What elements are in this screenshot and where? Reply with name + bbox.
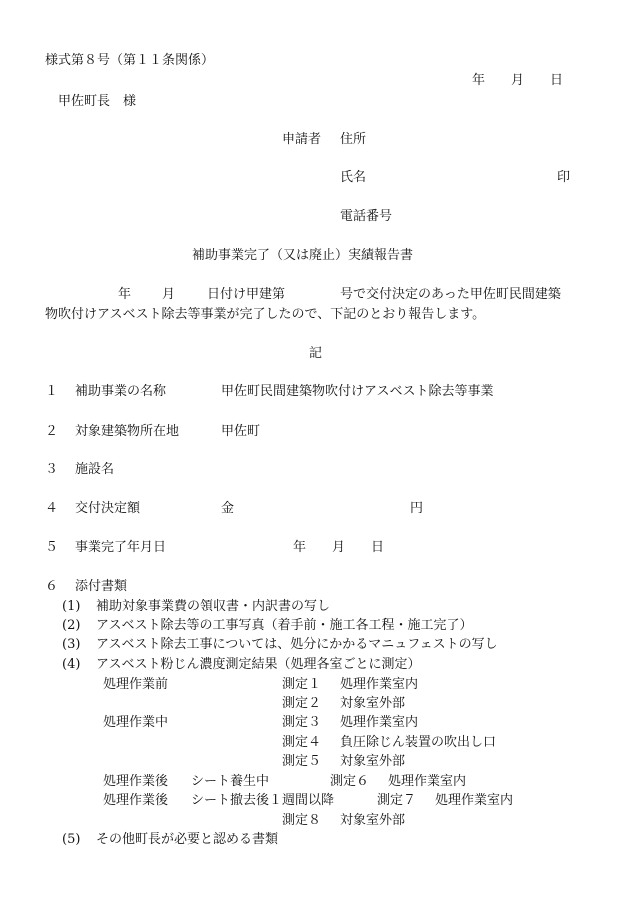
attachment2-number: (2)	[62, 618, 81, 633]
phone-label: 電話番号	[340, 209, 393, 224]
item2-value: 甲佐町	[221, 424, 261, 439]
attachment3-number: (3)	[62, 637, 81, 652]
item5-date: 年 月 日	[293, 540, 385, 555]
form-number: 様式第８号（第１１条関係）	[45, 53, 215, 68]
measure-8: 測定８	[282, 813, 322, 828]
measure-2: 測定２	[282, 696, 322, 711]
item3-number: ３	[45, 462, 59, 477]
measure-3-place: 処理作業室内	[340, 715, 419, 730]
addressee: 甲佐町長 様	[58, 94, 137, 109]
item3-label: 施設名	[75, 462, 115, 477]
applicant-label: 申請者	[282, 132, 322, 147]
measure-before-label: 処理作業前	[103, 677, 169, 692]
measure-5-place: 対象室外部	[340, 754, 406, 769]
measure-4-place: 負圧除じん装置の吹出し口	[340, 735, 497, 750]
address-label: 住所	[340, 132, 367, 147]
measure-after2-label: 処理作業後	[103, 793, 169, 808]
item1-number: １	[45, 384, 59, 399]
measure-1-place: 処理作業室内	[340, 677, 419, 692]
measure-2-place: 対象室外部	[340, 696, 406, 711]
measure-1: 測定１	[282, 677, 322, 692]
measure-after1-label: 処理作業後	[103, 774, 169, 789]
intro-year: 年	[118, 287, 132, 302]
item2-number: ２	[45, 424, 59, 439]
seal-mark: 印	[557, 170, 571, 185]
item4-kin: 金	[221, 501, 235, 516]
intro-ref-suffix: 号で交付決定のあった甲佐町民間建築	[340, 287, 561, 302]
intro-line-2: 物吹付けアスベスト除去等事業が完了したので、下記のとおり報告します。	[45, 307, 486, 322]
attachment2-text: アスベスト除去等の工事写真（着手前・施工各工程・施工完了）	[96, 618, 473, 633]
item4-number: ４	[45, 501, 59, 516]
item5-label: 事業完了年月日	[75, 540, 167, 555]
item2-label: 対象建築物所在地	[75, 424, 180, 439]
attachment1-text: 補助対象事業費の領収書・内訳書の写し	[96, 599, 331, 614]
name-label: 氏名	[340, 170, 367, 185]
measure-7: 測定７	[377, 793, 417, 808]
measure-after2-condition: シート撤去後１週間以降	[191, 793, 335, 808]
report-date-line: 年 月 日	[472, 73, 564, 88]
item1-value: 甲佐町民間建築物吹付けアスベスト除去等事業	[221, 384, 494, 399]
item4-yen: 円	[410, 501, 424, 516]
attachment4-text: アスベスト粉じん濃度測定結果（処理各室ごとに測定）	[96, 657, 421, 672]
measure-8-place: 対象室外部	[340, 813, 406, 828]
attachment5-number: (5)	[62, 832, 81, 847]
measure-5: 測定５	[282, 754, 322, 769]
item1-label: 補助事業の名称	[75, 384, 167, 399]
attachment5-text: その他町長が必要と認める書類	[96, 832, 279, 847]
attachment3-text: アスベスト除去工事については、処分にかかるマニュフェストの写し	[96, 637, 498, 652]
measure-4: 測定４	[282, 735, 322, 750]
measure-3: 測定３	[282, 715, 322, 730]
measure-after1-condition: シート養生中	[191, 774, 270, 789]
intro-month: 月	[162, 287, 176, 302]
measure-6-place: 処理作業室内	[388, 774, 467, 789]
measure-6: 測定６	[330, 774, 370, 789]
intro-ref-prefix: 日付け甲建第	[207, 287, 286, 302]
item6-label: 添付書類	[75, 579, 128, 594]
document-title: 補助事業完了（又は廃止）実績報告書	[192, 248, 414, 263]
attachment4-number: (4)	[62, 657, 81, 672]
item6-number: ６	[45, 579, 59, 594]
attachment1-number: (1)	[62, 599, 81, 614]
measure-during-label: 処理作業中	[103, 715, 169, 730]
item5-number: ５	[45, 540, 59, 555]
ki-heading: 記	[309, 346, 323, 361]
item4-label: 交付決定額	[75, 501, 141, 516]
measure-7-place: 処理作業室内	[435, 793, 514, 808]
